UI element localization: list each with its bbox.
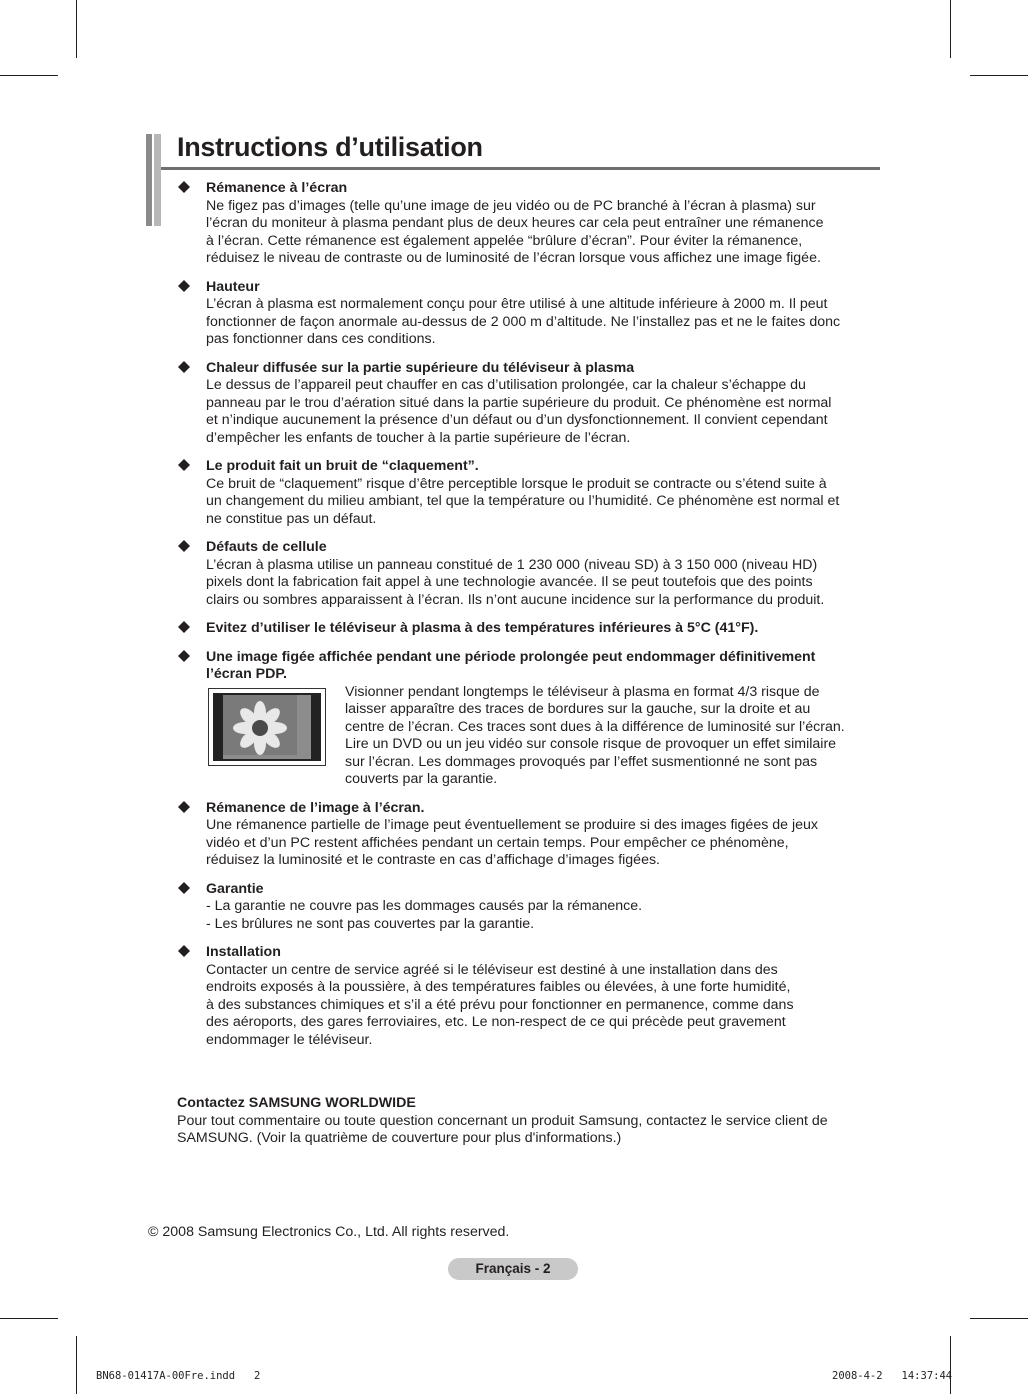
section-title: Evitez d’utiliser le téléviseur à plasma à des températures inférieures à 5°C (41°F). [206,620,759,636]
section-title: l’écran PDP. [206,666,287,682]
section-text-line: Le dessus de l’appareil peut chauffer en cas d’utilisation prolongée, car la chaleur s’échappe du [206,377,806,393]
section-text-line: ne constitue pas un défaut. [206,510,377,527]
section-title: Chaleur diffusée sur la partie supérieure du téléviseur à plasma [206,359,635,376]
section-text-line: d’empêcher les enfants de toucher à la partie supérieure de l’écran. [206,429,631,446]
crop-mark [76,0,77,58]
crop-mark [970,1318,1028,1319]
figure-text-line: laisser apparaître des traces de bordures sur la gauche, sur la droite et au [345,701,811,717]
section-text-line: Contacter un centre de service agréé si le téléviseur est destiné à une installation dans des [206,961,778,978]
section-text-line: - La garantie ne couvre pas les dommages causés par la rémanence. [206,898,643,914]
section-text-line: L’écran à plasma est normalement conçu pour être utilisé à une altitude inférieure à 2000 m. Il peut [206,296,828,312]
instructions-list [178,180,880,1060]
page-number-badge: Français - 2 [448,1258,578,1280]
section-text-line: réduisez le niveau de contraste ou de luminosité de l’écran lorsque vous affichez une image figée. [206,250,821,266]
crop-mark [950,0,951,58]
figure-text-line: Visionner pendant longtemps le téléviseur à plasma en format 4/3 risque de [345,683,820,700]
section-title: Installation [206,944,281,960]
section-text-line: des aéroports, des gares ferroviaires, etc. Le non-respect de ce qui précède peut gravement [206,1014,786,1030]
section-text-line: fonctionner de façon anormale au-dessus de 2 000 m d’altitude. Ne l’installez pas et ne le faites donc [206,313,841,330]
title-accent-bar [154,134,161,226]
figure-text-line: couverts par la garantie. [345,771,498,787]
instruction-section [178,620,880,638]
section-title: Le produit fait un bruit de “claquement”. [206,458,479,474]
figure-text-line: Lire un DVD ou un jeu vidéo sur console risque de provoquer un effet similaire [345,736,837,752]
diamond-bullet-icon [178,540,192,554]
instruction-section [178,180,880,268]
flower-image-icon [223,695,297,755]
section-text-line: L’écran à plasma utilise un panneau constitué de 1 230 000 (niveau SD) à 3 150 000 (niveau HD) [206,556,818,573]
instruction-section [178,649,880,789]
section-title: Hauteur [206,278,260,295]
section-text-line: endroits exposés à la poussière, à des températures faibles ou élevées, à une forte humidité, [206,979,791,995]
title-underline [161,167,880,170]
figure-text-line: centre de l’écran. Ces traces sont dues à la différence de luminosité sur l’écran. [345,718,845,735]
instruction-section [178,539,880,609]
section-text-line: à des substances chimiques et s’il a été prévu pour fonctionner en permanence, comme dans [206,996,794,1013]
print-slug-file: BN68-01417A-00Fre.indd 2 [96,1370,261,1382]
crop-mark [76,1336,77,1394]
instruction-section [178,800,880,870]
section-text-line: Une rémanence partielle de l’image peut éventuellement se produire si des images figées de jeux [206,817,818,833]
tv-burn-in-illustration [208,688,326,766]
diamond-bullet-icon [178,361,192,375]
diamond-bullet-icon [178,280,192,294]
section-text-line: à l’écran. Cette rémanence est également appelée “brûlure d’écran”. Pour éviter la rémanence, [206,232,803,249]
page-title: Instructions d’utilisation [177,132,483,162]
copyright: © 2008 Samsung Electronics Co., Ltd. All rights reserved. [148,1224,510,1240]
diamond-bullet-icon [178,181,192,195]
section-title: Garantie [206,880,264,897]
section-text-line: Ne figez pas d’images (telle qu’une image de jeu vidéo ou de PC branché à l’écran à plasma) sur [206,197,816,214]
contact-title: Contactez SAMSUNG WORLDWIDE [177,1095,416,1111]
section-text-line: panneau par le trou d’aération situé dans la partie supérieure du produit. Ce phénomène est normal [206,394,832,411]
section-text-line: Ce bruit de “claquement” risque d’être perceptible lorsque le produit se contracte ou s’étend suite à [206,475,827,492]
figure-text-line: sur l’écran. Les dommages provoqués par l’effet susmentionné ne sont pas [345,753,818,770]
contact-block [177,1095,877,1148]
section-text-line: - Les brûlures ne sont pas couvertes par la garantie. [206,915,535,932]
instruction-section [178,279,880,349]
section-title: Défauts de cellule [206,539,327,555]
section-text-line: un changement du milieu ambiant, tel que la température ou l’humidité. Ce phénomène est normal et [206,493,840,509]
print-slug-date: 2008-4-2 14:37:44 [832,1370,953,1382]
contact-line: Pour tout commentaire ou toute question concernant un produit Samsung, contactez le service client de [177,1112,828,1129]
crop-mark [950,1336,951,1394]
diamond-bullet-icon [178,650,192,664]
section-title: Rémanence de l’image à l’écran. [206,799,425,816]
section-text-line: l’écran du moniteur à plasma pendant plus de deux heures car cela peut entraîner une rémanence [206,215,824,231]
diamond-bullet-icon [178,945,192,959]
instruction-section [178,458,880,528]
contact-line: SAMSUNG. (Voir la quatrième de couverture pour plus d'informations.) [177,1130,622,1146]
crop-mark [0,1318,58,1319]
section-text-line: endommager le téléviseur. [206,1031,373,1048]
figure-row [206,684,880,789]
instruction-section [178,360,880,448]
section-title: Rémanence à l’écran [206,180,348,196]
section-text-line: pas fonctionner dans ces conditions. [206,331,436,347]
crop-mark [970,75,1028,76]
diamond-bullet-icon [178,621,192,635]
instruction-section [178,944,880,1049]
instruction-section [178,881,880,934]
section-text-line: clairs ou sombres apparaissent à l’écran. Ils n’ont aucune incidence sur la performance du produit. [206,591,825,608]
section-text-line: et n’indique aucunement la présence d’un défaut ou d’un dysfonctionnement. Il convient cependant [206,412,828,428]
diamond-bullet-icon [178,882,192,896]
section-text-line: pixels dont la fabrication fait appel à une technologie avancée. Il se peut toutefois que des points [206,574,813,590]
section-title: Une image figée affichée pendant une période prolongée peut endommager définitivement [206,648,816,665]
section-text-line: réduisez la luminosité et le contraste en cas d’affichage d’images figées. [206,852,660,868]
title-accent-bar [146,134,152,226]
section-text-line: vidéo et d’un PC restent affichées pendant un certain temps. Pour empêcher ce phénomène, [206,834,789,851]
crop-mark [0,75,58,76]
diamond-bullet-icon [178,459,192,473]
diamond-bullet-icon [178,801,192,815]
